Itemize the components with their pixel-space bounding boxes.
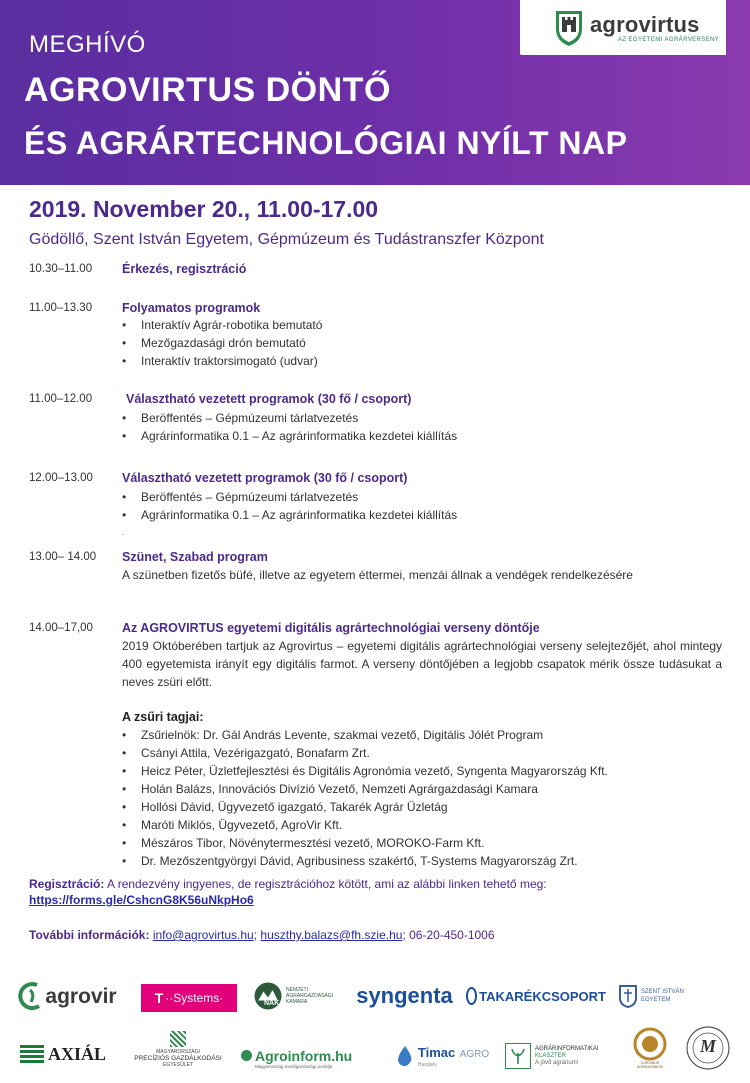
shield-icon	[554, 7, 584, 47]
axial-logo: AXIÁL	[12, 1040, 114, 1068]
jury-heading: A zsűri tagjai:	[122, 710, 204, 724]
schedule-time: 14.00–17,00	[29, 622, 93, 634]
email-link-info[interactable]: info@agrovirtus.hu	[152, 928, 254, 942]
event-title-line1: AGROVIRTUS DÖNTŐ	[24, 71, 391, 109]
takarek-logo: TAKARÉKCSOPORT	[466, 983, 606, 1009]
event-title-line2: ÉS AGRÁRTECHNOLÓGIAI NYÍLT NAP	[24, 125, 628, 161]
list-item: • Agrárinformatika 0.1 – Az agrárinformatika kezdetei kiállítás	[122, 429, 458, 443]
agrovir-logo: agrovir	[12, 978, 122, 1016]
agrovir-mark-icon	[17, 982, 43, 1012]
szie-crest-icon	[618, 984, 638, 1008]
logo-tagline: AZ EGYETEMI AGRÁRVERSENY	[618, 37, 720, 43]
more-info-label: További információk:	[29, 928, 150, 942]
list-item: • Agrárinformatika 0.1 – Az agrárinformatika kezdetei kiállítás	[122, 508, 458, 522]
phone-number: 06-20-450-1006	[409, 928, 495, 942]
jury-member: • Mészáros Tibor, Növénytermesztési vezető, MOROKO-Farm Kft.	[122, 836, 485, 850]
jury-member: • Zsűrielnök: Dr. Gál András Levente, szakmai vezető, Digitális Jólét Program	[122, 728, 544, 742]
logo-wordmark: agrovirtus	[590, 12, 700, 37]
schedule-title: Választható vezetett programok (30 fő / csoport)	[122, 471, 408, 485]
more-info: További információk: info@agrovirtus.hu; huszthy.balazs@fh.szie.hu; 06-20-450-1006	[29, 928, 495, 942]
schedule-description: 2019 Októberében tartjuk az Agrovirtus – egyetemi digitális agrártechnológiai verseny selejtezőjét, ahol mintegy 400 egyetemista irányít egy digitális farmot. A verseny döntőjében a legjobb csapatok mérik össze tudásukat a neves zsüri előtt.	[122, 639, 722, 689]
list-item: • Beröffentés – Gépmúzeumi tárlatvezetés	[122, 490, 359, 504]
corvinus-badge-icon	[633, 1027, 667, 1061]
schedule-time: 13.00– 14.00	[29, 551, 97, 563]
list-item: • Beröffentés – Gépmúzeumi tárlatvezetés	[122, 411, 359, 425]
event-date: 2019. November 20., 11.00-17.00	[29, 196, 379, 222]
corvinus-logo: CORVINUS AGRIBUSINESS	[630, 1024, 670, 1072]
list-item: • Mezőgazdasági drón bemutató	[122, 336, 306, 350]
nak-badge-icon	[253, 976, 283, 1016]
klaszter-mark-icon	[505, 1043, 531, 1069]
takarek-mark-icon	[466, 987, 477, 1005]
szie-logo: SZENT ISTVÁN EGYETEM	[618, 982, 704, 1010]
registration-text: Regisztráció: A rendezvény ingyenes, de regisztrációhoz kötött, ami az alábbi linken tehető meg:	[29, 877, 547, 891]
jury-member: • Csányi Attila, Vezérigazgató, Bonafarm Zrt.	[122, 746, 370, 760]
schedule-time: 11.00–12.00	[29, 393, 93, 405]
jury-member: • Holán Balázs, Innovációs Divízió Vezető, Nemzeti Agrárgazdasági Kamara	[122, 782, 538, 796]
registration-label: Regisztráció:	[29, 877, 105, 891]
agroinform-logo: Agroinform.hu Magyarország mezőgazdasági portálja	[241, 1043, 373, 1073]
timac-agro-logo: Timac AGRO Hungary	[392, 1040, 492, 1072]
invitation-label: MEGHÍVÓ	[29, 31, 146, 58]
schedule-description: A szünetben fizetős büfé, illetve az egyetem éttermei, menzái állnak a vendégek rendelkezésére	[122, 568, 633, 582]
axial-mark-icon	[20, 1045, 44, 1063]
timac-drop-icon	[395, 1045, 415, 1067]
schedule-title: Választható vezetett programok (30 fő / csoport)	[126, 392, 412, 406]
schedule-title: Az AGROVIRTUS egyetemi digitális agrártechnológiai verseny döntője	[122, 621, 540, 635]
schedule-title: Szünet, Szabad program	[122, 550, 268, 564]
syngenta-logo: syngenta	[356, 983, 453, 1008]
registration-link[interactable]: https://forms.gle/CshcnG8K56uNkpHo6	[29, 893, 254, 907]
schedule-title: Érkezés, regisztráció	[122, 262, 247, 276]
schedule-time: 12.00–13.00	[29, 472, 93, 484]
agrovirtus-logo	[520, 0, 726, 55]
schedule-time: 11.00–13.30	[29, 302, 93, 314]
jury-member: • Dr. Mezőszentgyörgyi Dávid, Agribusiness szakértő, T-Systems Magyarország Zrt.	[122, 854, 578, 868]
jury-member: • Heicz Péter, Üzletfejlesztési és Digitális Agronómia vezető, Syngenta Magyarország Kft.	[122, 764, 608, 778]
jury-member: • Maróti Miklós, Ügyvezető, AgroVir Kft.	[122, 818, 343, 832]
list-item: • Interaktív Agrár-robotika bemutató	[122, 318, 323, 332]
university-emblem-logo: M	[684, 1024, 732, 1072]
mpgk-logo: MAGYARORSZÁGI PRECÍZIÓS GAZDÁLKODÁSI EGYESÜLET	[130, 1025, 226, 1073]
event-venue: Gödöllő, Szent István Egyetem, Gépmúzeum és Tudástranszfer Központ	[29, 231, 544, 248]
agroinform-dot-icon	[241, 1050, 252, 1061]
email-link-huszthy[interactable]: huszthy.balazs@fh.szie.hu	[260, 928, 403, 942]
jury-member: • Hollósi Dávid, Ügyvezető igazgató, Takarék Agrár Üzletág	[122, 800, 448, 814]
mpgk-mark-icon	[170, 1031, 186, 1047]
nak-logo: NAK NEMZETI AGRÁRGAZDASÁGI KAMARA	[253, 976, 333, 1016]
schedule-time: 10.30–11.00	[29, 263, 93, 275]
klaszter-logo: AGRÁRINFORMATIKAI KLASZTER A jövő agrárium!	[505, 1040, 621, 1072]
list-item: • Interaktív traktorsimogató (udvar)	[122, 354, 318, 368]
header-banner	[0, 0, 750, 185]
t-systems-logo: T ··Systems·	[141, 984, 237, 1012]
schedule-title: Folyamatos programok	[122, 301, 261, 315]
trailing-dot: .	[122, 528, 125, 537]
